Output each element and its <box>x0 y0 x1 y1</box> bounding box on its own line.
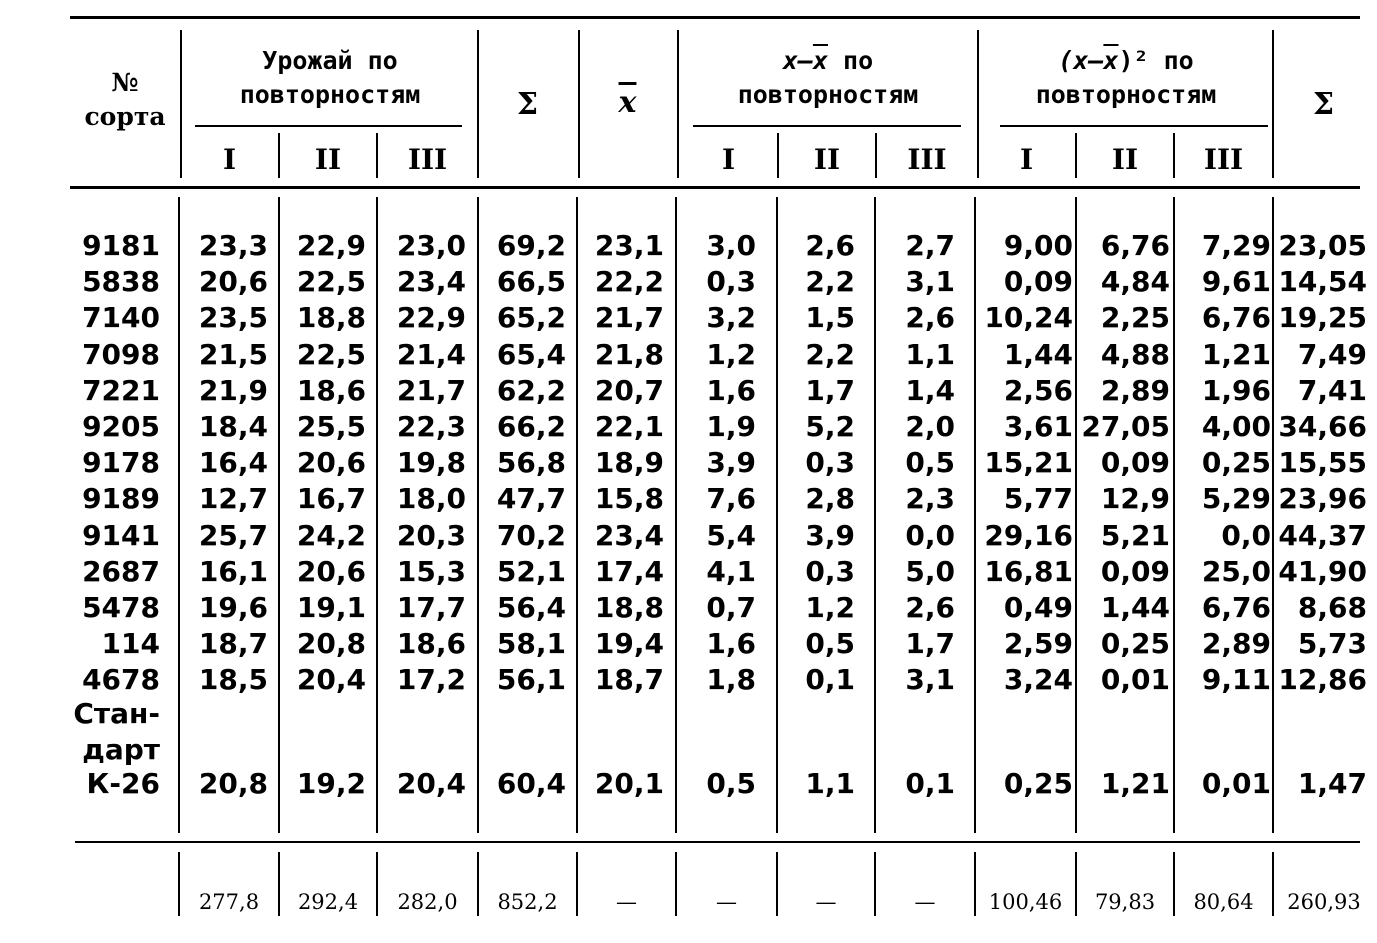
header-col-divider <box>677 30 679 178</box>
yield-rep3-cell: 18,0 <box>396 482 466 516</box>
total-cell: — <box>914 890 936 914</box>
yield-rep2-cell: 19,2 <box>296 767 366 800</box>
yield-rep3-cell: 23,4 <box>396 265 466 299</box>
yield-rep3-cell: 17,7 <box>396 591 466 624</box>
dev-rep1-cell: 1,8 <box>706 663 756 697</box>
total-cell: 292,4 <box>297 890 359 914</box>
yield-rep3-cell: 21,4 <box>396 337 466 371</box>
sqdev-sum-cell: 23,96 <box>1278 482 1367 516</box>
sq-rep-header-III: III <box>1203 143 1244 176</box>
sort-number: 9178 <box>82 446 160 480</box>
yield-rep1-cell: 18,7 <box>198 627 268 661</box>
sort-number: 7221 <box>82 373 160 407</box>
dev-rep2-cell: 2,2 <box>805 337 855 371</box>
dev-rep1-cell: 3,2 <box>706 301 756 335</box>
sqdev-rep2-cell: 0,25 <box>1100 627 1170 661</box>
sqdev-rep2-cell: 1,44 <box>1100 591 1170 624</box>
sqdev-rep1-cell: 29,16 <box>984 518 1073 552</box>
dev-rep3-cell: 2,3 <box>905 482 955 516</box>
sqdev-rep1-cell: 3,24 <box>1003 663 1073 697</box>
yield-rep2-cell: 18,6 <box>296 373 366 407</box>
yield-sum-cell: 66,5 <box>496 265 566 299</box>
yield-rep2-cell: 18,8 <box>296 301 366 335</box>
sqdev-rep2-cell: 27,05 <box>1081 410 1170 443</box>
mean-header: $\overline{x}$ <box>618 85 637 120</box>
mean-cell: 18,7 <box>594 663 664 697</box>
yield-rep2-cell: 20,6 <box>296 554 366 588</box>
sqdev-rep2-cell: 2,25 <box>1100 301 1170 335</box>
dev-rep1-cell: 5,4 <box>706 518 756 552</box>
dev-rep2-cell: 5,2 <box>805 410 855 443</box>
total-cell: — <box>815 890 837 914</box>
header-rule <box>70 186 1360 189</box>
dev-rep2-cell: 1,2 <box>805 591 855 624</box>
yield-rep1-cell: 25,7 <box>198 518 268 552</box>
dev-rep3-cell: 0,1 <box>905 767 955 800</box>
yield-rep3-cell: 22,9 <box>396 301 466 335</box>
yield-rep2-cell: 20,4 <box>296 663 366 697</box>
yield-sum-cell: 56,8 <box>496 446 566 480</box>
sqdev-sum-cell: 44,37 <box>1278 518 1367 552</box>
header-col-divider <box>1272 30 1274 178</box>
sqdev-rep3-cell: 2,89 <box>1201 627 1271 661</box>
sqdev-rep1-cell: 2,56 <box>1003 373 1073 407</box>
dev-rep2-cell: 0,1 <box>805 663 855 697</box>
dev-rep2-cell: 1,7 <box>805 373 855 407</box>
dev-rep3-cell: 2,6 <box>905 301 955 335</box>
yield-rep1-cell: 18,4 <box>198 410 268 443</box>
yield-rep3-cell: 21,7 <box>396 373 466 407</box>
dev-rep3-cell: 0,0 <box>905 518 955 552</box>
sqdev-rep2-cell: 0,09 <box>1100 446 1170 480</box>
yield-rep1-cell: 16,4 <box>198 446 268 480</box>
yield-rep2-cell: 19,1 <box>296 591 366 624</box>
sqdev-rep3-cell: 9,11 <box>1201 663 1271 697</box>
yield-sum-cell: 60,4 <box>496 767 566 800</box>
yield-sum-cell: 65,4 <box>496 337 566 371</box>
yield-rep1-cell: 21,9 <box>198 373 268 407</box>
sort-number: 7140 <box>82 301 160 335</box>
yield-rep2-cell: 22,5 <box>296 265 366 299</box>
dev-rep-header-III: III <box>907 143 947 176</box>
sqdev-rep3-cell: 1,21 <box>1201 337 1271 371</box>
sqdev-sum-cell: 5,73 <box>1297 627 1367 661</box>
sort-number: 9141 <box>82 518 160 552</box>
yield-rep1-cell: 12,7 <box>198 482 268 516</box>
sqdev-sum-cell: 12,86 <box>1278 663 1367 697</box>
rep-header-II: II <box>314 143 342 176</box>
sqdev-rep1-cell: 0,09 <box>1003 265 1073 299</box>
sort-number: 2687 <box>82 554 160 588</box>
dev-rep3-cell: 3,1 <box>905 265 955 299</box>
sqdev-sum-cell: 23,05 <box>1278 229 1367 262</box>
yield-rep3-cell: 19,8 <box>396 446 466 480</box>
yield-rep2-cell: 16,7 <box>296 482 366 516</box>
sqdev-rep1-cell: 3,61 <box>1003 410 1073 443</box>
sqdev-rep3-cell: 6,76 <box>1201 591 1271 624</box>
sq-expr-mean: $\overline{x}$ <box>1103 46 1119 75</box>
yield-sum-cell: 47,7 <box>496 482 566 516</box>
dev-rep2-cell: 0,3 <box>805 554 855 588</box>
deviation-expr-pre: x— <box>782 46 813 75</box>
sqdev-rep3-cell: 0,0 <box>1221 518 1271 552</box>
total-cell: 852,2 <box>497 890 558 914</box>
yield-rep2-cell: 24,2 <box>296 518 366 552</box>
sum-header: Σ <box>516 87 539 122</box>
yield-sum-cell: 56,4 <box>496 591 566 624</box>
sqdev-rep2-cell: 2,89 <box>1100 373 1170 407</box>
dev-rep1-cell: 0,7 <box>706 591 756 624</box>
dev-rep1-cell: 0,3 <box>706 265 756 299</box>
sqdev-sum-cell: 15,55 <box>1278 446 1367 480</box>
squared-deviation-group-header <box>980 44 1272 112</box>
sqdev-rep3-cell: 0,01 <box>1201 767 1271 800</box>
sqdev-rep3-cell: 0,25 <box>1201 446 1271 480</box>
sqdev-rep1-cell: 1,44 <box>1003 337 1073 371</box>
yield-group-header: Урожай по повторностям <box>239 46 421 109</box>
standard-sort-number: К-26 <box>86 767 160 800</box>
sqdev-rep3-cell: 9,61 <box>1201 265 1271 299</box>
standard-label-line1: Стан- <box>73 697 160 730</box>
yield-rep2-cell: 25,5 <box>296 410 366 443</box>
sqdev-sum-cell: 7,41 <box>1297 373 1367 407</box>
mean-cell: 23,4 <box>594 518 664 552</box>
sqdev-rep1-cell: 0,25 <box>1003 767 1073 800</box>
total-cell: 260,93 <box>1287 890 1361 914</box>
dev-rep1-cell: 4,1 <box>706 554 756 588</box>
yield-rep3-cell: 20,4 <box>396 767 466 800</box>
yield-sum-cell: 70,2 <box>496 518 566 552</box>
yield-rep1-cell: 21,5 <box>198 337 268 371</box>
dev-rep1-cell: 7,6 <box>706 482 756 516</box>
total-cell: — <box>716 890 737 914</box>
mean-cell: 21,8 <box>594 337 664 371</box>
sort-number: 9181 <box>82 229 160 262</box>
yield-rep3-cell: 18,6 <box>396 627 466 661</box>
sq-group-underline <box>1000 125 1268 127</box>
sqdev-rep2-cell: 6,76 <box>1100 229 1170 262</box>
yield-rep2-cell: 22,9 <box>296 229 366 262</box>
sqdev-sum-cell: 7,49 <box>1297 337 1367 371</box>
sqdev-sum-cell: 1,47 <box>1297 767 1367 800</box>
dev-rep-header-II: II <box>813 143 841 176</box>
dev-rep-header-I: I <box>721 143 736 176</box>
mean-cell: 23,1 <box>594 229 664 262</box>
mean-cell: 15,8 <box>594 482 664 516</box>
sqdev-rep3-cell: 6,76 <box>1201 301 1271 335</box>
dev-rep1-cell: 3,0 <box>706 229 756 262</box>
header-col-divider <box>477 30 479 178</box>
sqdev-sum-cell: 41,90 <box>1278 554 1367 588</box>
dev-rep3-cell: 0,5 <box>905 446 955 480</box>
dev-rep1-cell: 1,9 <box>706 410 756 443</box>
yield-sum-cell: 52,1 <box>496 554 566 588</box>
yield-rep1-cell: 19,6 <box>198 591 268 624</box>
mean-cell: 22,2 <box>594 265 664 299</box>
yield-rep3-cell: 23,0 <box>396 229 466 262</box>
yield-sum-cell: 58,1 <box>496 627 566 661</box>
yield-sum-cell: 69,2 <box>496 229 566 262</box>
sqdev-rep1-cell: 15,21 <box>984 446 1073 480</box>
sort-number: 9205 <box>82 410 160 443</box>
sqdev-sum-cell: 14,54 <box>1278 265 1367 299</box>
total-cell: 79,83 <box>1094 890 1156 914</box>
dev-rep1-cell: 0,5 <box>706 767 756 800</box>
yield-rep2-cell: 22,5 <box>296 337 366 371</box>
sort-number: 9189 <box>82 482 160 516</box>
sqdev-rep1-cell: 9,00 <box>1003 229 1073 262</box>
dev-rep3-cell: 2,6 <box>905 591 955 624</box>
dev-rep2-cell: 1,5 <box>805 301 855 335</box>
yield-rep1-cell: 23,3 <box>198 229 268 262</box>
sqdev-rep1-cell: 5,77 <box>1003 482 1073 516</box>
dev-rep2-cell: 3,9 <box>805 518 855 552</box>
dev-rep2-cell: 2,2 <box>805 265 855 299</box>
yield-sum-cell: 62,2 <box>496 373 566 407</box>
dev-rep1-cell: 1,6 <box>706 373 756 407</box>
dev-rep2-cell: 0,5 <box>805 627 855 661</box>
sum-squares-header: Σ <box>1312 87 1335 122</box>
yield-rep3-cell: 20,3 <box>396 518 466 552</box>
sort-number: 5478 <box>82 591 160 624</box>
sqdev-sum-cell: 19,25 <box>1278 301 1367 335</box>
sqdev-rep3-cell: 5,29 <box>1201 482 1271 516</box>
mean-cell: 22,1 <box>594 410 664 443</box>
sqdev-rep2-cell: 0,01 <box>1100 663 1170 697</box>
yield-rep1-cell: 18,5 <box>198 663 268 697</box>
sqdev-sum-cell: 34,66 <box>1278 410 1367 443</box>
mean-cell: 20,7 <box>594 373 664 407</box>
sqdev-rep2-cell: 1,21 <box>1100 767 1170 800</box>
sqdev-rep3-cell: 7,29 <box>1201 229 1271 262</box>
yield-rep1-cell: 23,5 <box>198 301 268 335</box>
dev-rep2-cell: 0,3 <box>805 446 855 480</box>
yield-sum-cell: 66,2 <box>496 410 566 443</box>
dev-rep2-cell: 1,1 <box>805 767 855 800</box>
yield-rep3-cell: 22,3 <box>396 410 466 443</box>
dev-rep1-cell: 3,9 <box>706 446 756 480</box>
deviation-expr-post: по повторностям <box>737 46 919 109</box>
total-cell: 80,64 <box>1193 890 1254 914</box>
mean-cell: 18,8 <box>594 591 664 624</box>
yield-rep3-cell: 15,3 <box>396 554 466 588</box>
sqdev-sum-cell: 8,68 <box>1297 591 1367 624</box>
sq-expr-pre: (x— <box>1058 46 1104 75</box>
totals-rule <box>75 841 1360 843</box>
rep-header-I: I <box>222 143 237 176</box>
top-rule <box>70 16 1360 19</box>
yield-rep2-cell: 20,8 <box>296 627 366 661</box>
mean-cell: 18,9 <box>594 446 664 480</box>
total-cell: 277,8 <box>198 890 260 914</box>
mean-cell: 20,1 <box>594 767 664 800</box>
mean-cell: 17,4 <box>594 554 664 588</box>
dev-rep1-cell: 1,6 <box>706 627 756 661</box>
sqdev-rep1-cell: 2,59 <box>1003 627 1073 661</box>
dev-rep2-cell: 2,8 <box>805 482 855 516</box>
sort-number: 5838 <box>82 265 160 299</box>
sq-rep-header-II: II <box>1111 143 1139 176</box>
yield-rep2-cell: 20,6 <box>296 446 366 480</box>
sqdev-rep2-cell: 12,9 <box>1100 482 1170 516</box>
dev-rep1-cell: 1,2 <box>706 337 756 371</box>
dev-group-underline <box>693 125 961 127</box>
mean-cell: 19,4 <box>594 627 664 661</box>
total-cell: 282,0 <box>397 890 458 914</box>
yield-sum-cell: 65,2 <box>496 301 566 335</box>
yield-rep1-cell: 20,6 <box>198 265 268 299</box>
sq-rep-header-I: I <box>1019 143 1034 176</box>
sort-number-header: № сорта <box>84 68 166 131</box>
sort-number: 114 <box>101 627 160 661</box>
sqdev-rep1-cell: 16,81 <box>984 554 1073 588</box>
deviation-expr-mean: $\overline{x}$ <box>812 46 828 75</box>
sort-number: 7098 <box>82 337 160 371</box>
sqdev-rep2-cell: 0,09 <box>1100 554 1170 588</box>
yield-rep3-cell: 17,2 <box>396 663 466 697</box>
sqdev-rep1-cell: 10,24 <box>984 301 1073 335</box>
deviation-group-header <box>682 44 974 112</box>
dev-rep2-cell: 2,6 <box>805 229 855 262</box>
sqdev-rep2-cell: 5,21 <box>1100 518 1170 552</box>
total-cell: — <box>616 890 637 914</box>
sqdev-rep1-cell: 0,49 <box>1003 591 1073 624</box>
sqdev-rep3-cell: 4,00 <box>1201 410 1271 443</box>
dev-rep3-cell: 2,0 <box>905 410 955 443</box>
dev-rep3-cell: 1,1 <box>905 337 955 371</box>
dev-rep3-cell: 1,7 <box>905 627 955 661</box>
sq-expr-post: )² по повторностям <box>1035 46 1217 109</box>
dev-rep3-cell: 3,1 <box>905 663 955 697</box>
sort-number: 4678 <box>82 663 160 697</box>
yield-rep1-cell: 20,8 <box>198 767 268 800</box>
dev-rep3-cell: 1,4 <box>905 373 955 407</box>
standard-label-line2: дарт <box>82 733 160 766</box>
dev-rep3-cell: 5,0 <box>905 554 955 588</box>
sqdev-rep2-cell: 4,88 <box>1100 337 1170 371</box>
dev-rep3-cell: 2,7 <box>905 229 955 262</box>
sqdev-rep3-cell: 25,0 <box>1201 554 1271 588</box>
total-cell: 100,46 <box>988 890 1063 914</box>
sqdev-rep2-cell: 4,84 <box>1100 265 1170 299</box>
rep-header-III: III <box>407 143 448 176</box>
yield-rep1-cell: 16,1 <box>198 554 268 588</box>
yield-sum-cell: 56,1 <box>496 663 566 697</box>
yield-group-underline <box>195 125 462 127</box>
sqdev-rep3-cell: 1,96 <box>1201 373 1271 407</box>
mean-cell: 21,7 <box>594 301 664 335</box>
